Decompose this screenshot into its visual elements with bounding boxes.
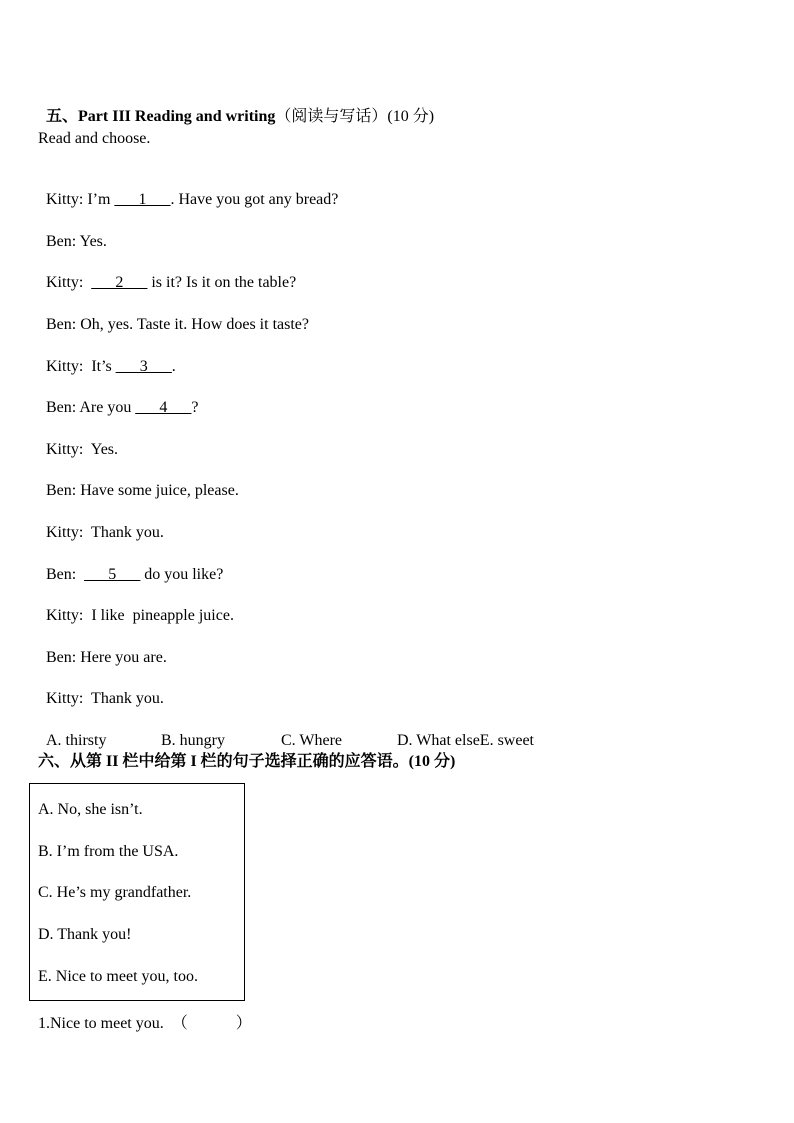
answer-choice-d: D. Thank you!: [38, 926, 132, 943]
dialogue-text: Kitty: I’m: [46, 191, 115, 208]
dialogue-text: Ben: Yes.: [46, 233, 107, 250]
section5-title: [38, 87, 434, 127]
answer-choices-box: [29, 783, 245, 1001]
dialogue-line-6: [38, 378, 198, 418]
dialogue-text: do you like?: [140, 566, 224, 583]
dialogue-text: Kitty: I like pineapple juice.: [46, 607, 234, 624]
dialogue-line-10: [38, 545, 223, 585]
dialogue-line-2: [38, 212, 107, 252]
dialogue-text: Ben: Oh, yes. Taste it. How does it taste?: [46, 316, 309, 333]
section5-title-main: Part III Reading and writing: [78, 108, 276, 125]
dialogue-line-3: [38, 253, 296, 293]
dialogue-text: Ben: Here you are.: [46, 649, 167, 666]
dialogue-line-9: [38, 503, 164, 543]
dialogue-text: .: [171, 358, 176, 375]
dialogue-text: Kitty: Thank you.: [46, 524, 164, 541]
dialogue-line-5: [38, 337, 176, 377]
section5-title-prefix: 五、: [46, 108, 79, 125]
dialogue-text: Kitty: It’s: [46, 358, 116, 375]
answer-blank-5[interactable]: ___5___: [84, 566, 141, 583]
dialogue-text: Kitty: Yes.: [46, 441, 119, 458]
dialogue-line-7: [38, 420, 118, 460]
answer-blank-4[interactable]: ___4___: [135, 399, 192, 416]
dialogue-line-4: [38, 295, 309, 335]
option-b: B. hungry: [161, 732, 225, 749]
option-d-e: D. What elseE. sweet: [397, 732, 534, 749]
option-c: C. Where: [281, 732, 343, 749]
answer-blank-3[interactable]: ___3___: [115, 358, 172, 375]
dialogue-line-8: [38, 461, 239, 501]
answer-blank-1[interactable]: ___1___: [114, 191, 171, 208]
dialogue-line-1: [38, 170, 338, 210]
dialogue-line-11: [38, 586, 234, 626]
answer-choice-a: A. No, she isn’t.: [38, 801, 143, 818]
answer-choice-e: E. Nice to meet you, too.: [38, 968, 198, 985]
dialogue-line-13: [38, 669, 164, 709]
dialogue-text: Kitty:: [46, 274, 92, 291]
answer-blank-2[interactable]: ___2___: [91, 274, 148, 291]
question-1[interactable]: 1.Nice to meet you. （ ）: [38, 1015, 252, 1032]
section5-instruction: Read and choose.: [38, 130, 151, 147]
dialogue-text: Kitty: Thank you.: [46, 690, 164, 707]
dialogue-text: Ben:: [46, 566, 85, 583]
dialogue-text: Ben: Are you: [46, 399, 136, 416]
dialogue-text: . Have you got any bread?: [170, 191, 339, 208]
section6-title: 六、从第 II 栏中给第 I 栏的句子选择正确的应答语。(10 分): [38, 753, 456, 770]
dialogue-line-12: [38, 628, 167, 668]
dialogue-text: is it? Is it on the table?: [147, 274, 297, 291]
answer-choice-c: C. He’s my grandfather.: [38, 884, 192, 901]
dialogue-text: ?: [191, 399, 199, 416]
section5-title-suffix: （阅读与写话）(10 分): [275, 108, 435, 125]
option-a: A. thirsty: [46, 732, 107, 749]
dialogue-text: Ben: Have some juice, please.: [46, 482, 239, 499]
options-row: [38, 711, 534, 751]
answer-choice-b: B. I’m from the USA.: [38, 843, 179, 860]
